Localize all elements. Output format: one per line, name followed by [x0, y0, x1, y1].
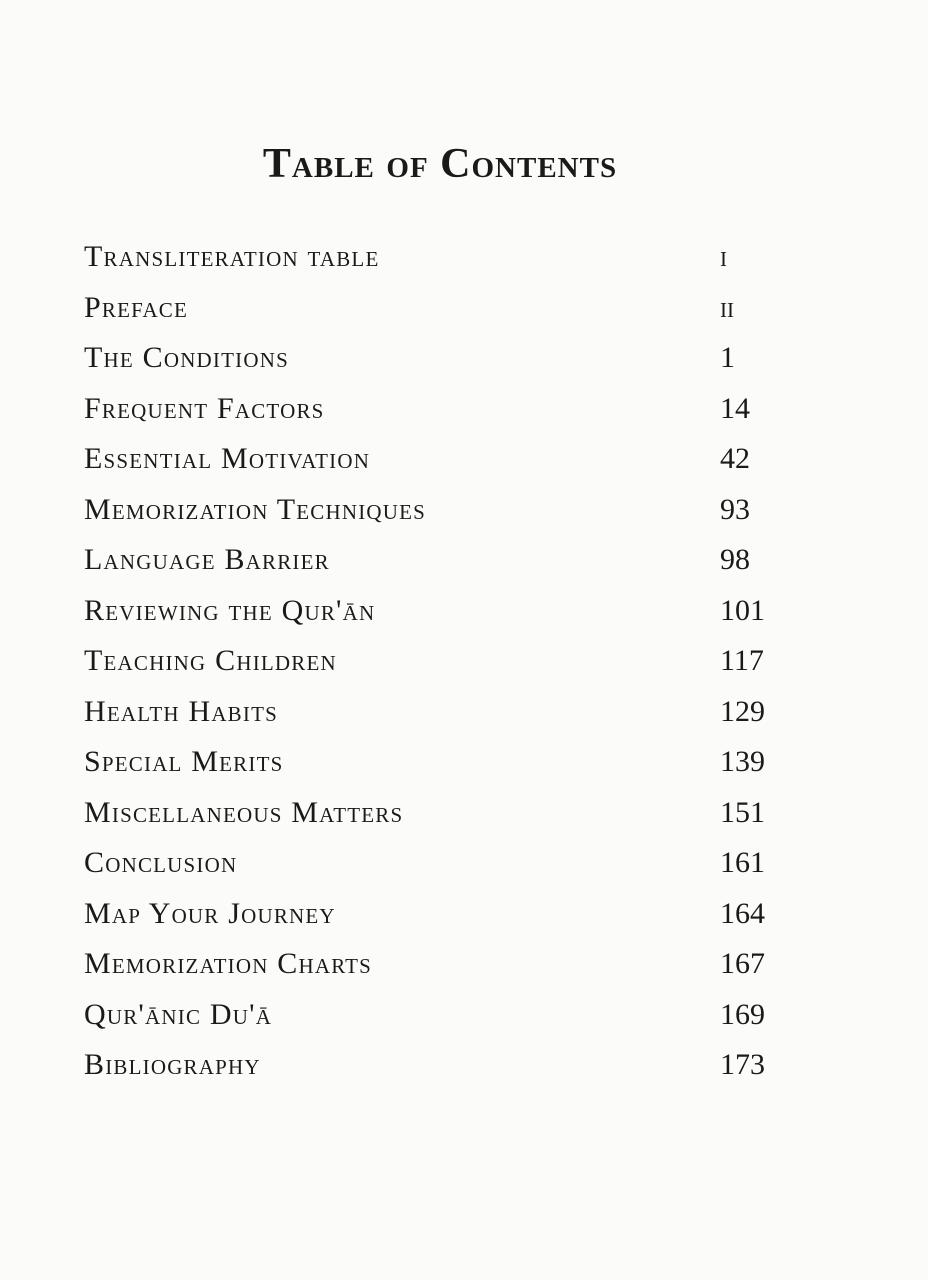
toc-entry: [84, 737, 804, 788]
toc-entry-label: Frequent Factors: [84, 391, 325, 425]
toc-entry-page: 173: [720, 1048, 765, 1082]
toc-entry-page: ii: [720, 290, 734, 324]
toc-entry-page: 98: [720, 543, 750, 577]
toc-entry: [84, 333, 804, 384]
toc-entry: [84, 788, 804, 839]
toc-entry-page: 117: [720, 644, 764, 678]
toc-entry: [84, 283, 804, 334]
toc-entry-label: Map Your Journey: [84, 896, 336, 930]
toc-list: [84, 232, 804, 1091]
toc-entry-label: Special Merits: [84, 745, 284, 779]
toc-entry-page: 169: [720, 997, 765, 1031]
toc-entry: [84, 232, 804, 283]
toc-entry-label: Memorization Techniques: [84, 492, 427, 526]
toc-entry: [84, 687, 804, 738]
toc-entry-label: Conclusion: [84, 846, 238, 880]
toc-entry: [84, 535, 804, 586]
toc-entry-page: 164: [720, 896, 765, 930]
toc-entry-label: Bibliography: [84, 1048, 261, 1082]
toc-entry-label: Teaching Children: [84, 644, 337, 678]
toc-entry-page: 93: [720, 492, 750, 526]
toc-entry: [84, 1040, 804, 1091]
toc-entry-page: 101: [720, 593, 765, 627]
toc-entry-label: Qur'ānic Du'ā: [84, 997, 273, 1031]
toc-entry-page: 151: [720, 795, 765, 829]
toc-entry: [84, 838, 804, 889]
toc-entry-label: Miscellaneous Matters: [84, 795, 404, 829]
toc-entry-page: 161: [720, 846, 765, 880]
toc-entry-page: 129: [720, 694, 765, 728]
toc-entry-page: 1: [720, 341, 735, 375]
toc-entry: [84, 586, 804, 637]
toc-entry-label: The Conditions: [84, 341, 289, 375]
toc-entry-label: Reviewing the Qur'ān: [84, 593, 376, 627]
toc-entry-page: 167: [720, 947, 765, 981]
toc-entry-label: Memorization Charts: [84, 947, 373, 981]
toc-entry: [84, 939, 804, 990]
toc-entry-label: Preface: [84, 290, 189, 324]
toc-entry-label: Transliteration table: [84, 240, 380, 274]
toc-entry-page: i: [720, 240, 727, 274]
toc-entry-page: 139: [720, 745, 765, 779]
toc-entry: [84, 384, 804, 435]
toc-entry-page: 42: [720, 442, 750, 476]
toc-entry-label: Language Barrier: [84, 543, 330, 577]
page-title: Table of Contents: [262, 141, 618, 188]
toc-entry: [84, 434, 804, 485]
toc-entry: [84, 485, 804, 536]
toc-entry: [84, 636, 804, 687]
toc-entry-label: Health Habits: [84, 694, 278, 728]
toc-entry-page: 14: [720, 391, 750, 425]
toc-entry: [84, 990, 804, 1041]
toc-entry: [84, 889, 804, 940]
toc-entry-label: Essential Motivation: [84, 442, 371, 476]
